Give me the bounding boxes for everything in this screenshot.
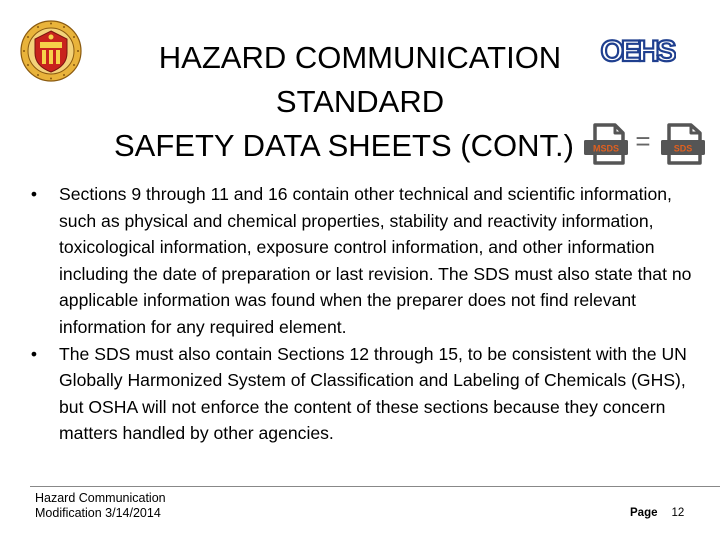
bullet-text: Sections 9 through 11 and 16 contain other technical and scientific information, such as physical and chemical properties, stability and reactivity information, toxicological information, exposure control information, and other information including the date of preparation or last revision. The SDS must also state that no applicable information was found when the preparer does not find relevant information for any required element. bbox=[59, 184, 692, 337]
oehs-logo bbox=[598, 34, 676, 68]
title-line-1: HAZARD COMMUNICATION bbox=[158, 40, 562, 75]
msds-label: MSDS bbox=[592, 143, 620, 154]
title-line-3: SAFETY DATA SHEETS (CONT.) bbox=[114, 128, 574, 163]
slide-title bbox=[80, 36, 640, 168]
bullet-item bbox=[28, 181, 698, 341]
bullet-item bbox=[28, 341, 698, 447]
equals-sign: = bbox=[635, 126, 651, 156]
oehs-logo-text: OEHS bbox=[600, 35, 674, 68]
district-seal-icon bbox=[20, 20, 82, 82]
footer-divider bbox=[30, 486, 720, 487]
footer-line-2: Modification 3/14/2014 bbox=[35, 506, 161, 520]
bullet-symbol: • bbox=[30, 343, 38, 364]
msds-equals-sds-icon bbox=[583, 122, 713, 166]
bullet-symbol: • bbox=[30, 184, 38, 204]
page-number-value: 12 bbox=[671, 507, 685, 519]
sds-label: SDS bbox=[673, 143, 693, 154]
footer-line-1: Hazard Communication bbox=[35, 491, 166, 505]
footer-info bbox=[35, 491, 166, 521]
bullet-list bbox=[28, 181, 698, 447]
title-line-2: STANDARD bbox=[275, 84, 445, 119]
page-number bbox=[630, 507, 684, 519]
bullet-text: The SDS must also contain Sections 12 through 15, to be consistent with the UN Globally Harmonized System of Classification and Labeling of Chemicals (GHS), but OSHA will not enforce the content of these sections because they concern matters handled by other agencies. bbox=[59, 343, 687, 444]
sds-document-icon bbox=[661, 125, 705, 163]
msds-document-icon bbox=[584, 125, 628, 163]
page-label: Page bbox=[630, 507, 658, 519]
